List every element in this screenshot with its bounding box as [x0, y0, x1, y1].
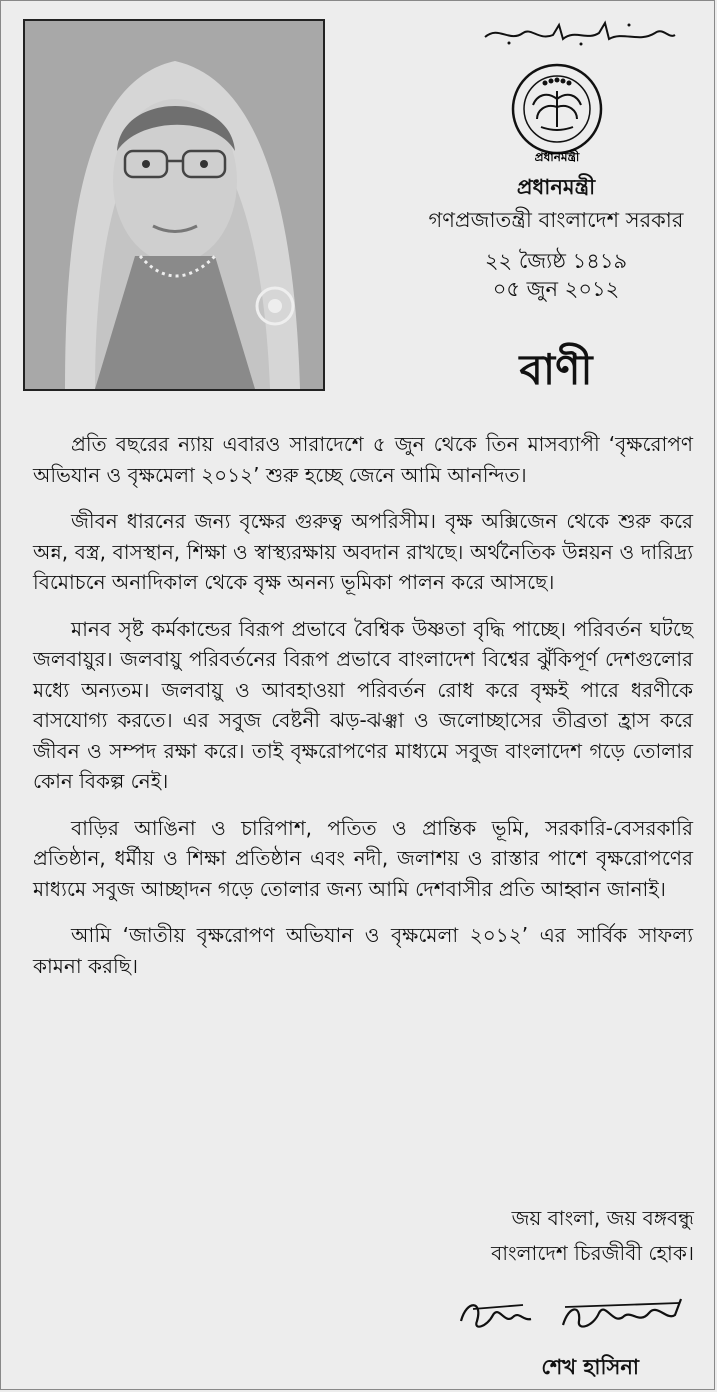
body-paragraph-3: মানব সৃষ্ট কর্মকান্ডের বিরূপ প্রভাবে বৈশ্বিক উষ্ণতা বৃদ্ধি পাচ্ছে। পরিবর্তন ঘটছে জলবায়ুর। জলবায়ু পরিবর্তনের বিরূপ প্রভাবে বাংলাদেশ বিশ্বের ঝুঁকিপূর্ণ দেশগুলোর মধ্যে অন্যতম। জলবায়ু ও আবহাওয়া পরিবর্তন রোধ করে বৃক্ষই পারে ধরণীকে বাসযোগ্য করতে। এর সবুজ বেষ্টনী ঝড়-ঝঞ্ঝা ও জলোচ্ছাসের তীব্রতা হ্রাস করে জীবন ও সম্পদ রক্ষা করে। তাই বৃক্ষরোপণের মাধ্যমে সবুজ বাংলাদেশ গড়ে তোলার কোন বিকল্প নেই। [33, 616, 693, 793]
closing-line-1: জয় বাংলা, জয় বঙ্গবন্ধু [511, 1206, 694, 1230]
bismillah-calligraphy [479, 19, 679, 47]
message-body [33, 429, 693, 997]
message-heading: বাণী [519, 345, 593, 394]
closing-slogans [394, 1201, 694, 1271]
handwritten-signature [453, 1291, 689, 1341]
body-paragraph-4: বাড়ির আঙিনা ও চারিপাশ, পতিত ও প্রান্তিক ভূমি, সরকারি-বেসরকারি প্রতিষ্ঠান, ধর্মীয় ও শিক্ষা প্রতিষ্ঠান এবং নদী, জলাশয় ও রাস্তার পাশে বৃক্ষরোপণের মাধ্যমে সবুজ আচ্ছাদন গড়ে তোলার জন্য আমি দেশবাসীর প্রতি আহ্বান জানাই। [33, 815, 693, 901]
office-title: প্রধানমন্ত্রী [516, 175, 596, 199]
body-paragraph-2: জীবন ধারনের জন্য বৃক্ষের গুরুত্ব অপরিসীম। বৃক্ষ অক্সিজেন থেকে শুরু করে অন্ন, বস্ত্র, বাসস্থান, শিক্ষা ও স্বাস্থ্যরক্ষায় অবদান রাখছে। অর্থনৈতিক উন্নয়ন ও দারিদ্র্য বিমোচনে অনাদিকাল থেকে বৃক্ষ অনন্য ভূমিকা পালন করে আসছে। [33, 509, 693, 594]
date-english: ০৫ জুন ২০১২ [492, 277, 620, 301]
signer-name: শেখ হাসিনা [541, 1355, 639, 1379]
government-name: গণপ্রজাতন্ত্রী বাংলাদেশ সরকার [428, 208, 684, 232]
body-paragraph-5: আমি ‘জাতীয় বৃক্ষরোপণ অভিযান ও বৃক্ষমেলা ২০১২’ এর সার্বিক সাফল্য কামনা করছি। [33, 923, 693, 978]
date-bangla: ২২ জ্যৈষ্ঠ ১৪১৯ [484, 249, 628, 273]
body-paragraph-1: প্রতি বছরের ন্যায় এবারও সারাদেশে ৫ জুন থেকে তিন মাসব্যাপী ‘বৃক্ষরোপণ অভিযান ও বৃক্ষমেলা ২০১২’ শুরু হচ্ছে জেনে আমি আনন্দিত। [33, 432, 693, 487]
seal-caption: প্রধানমন্ত্রী [534, 150, 580, 164]
portrait-photo [23, 19, 325, 391]
closing-line-2: বাংলাদেশ চিরজীবী হোক। [491, 1241, 694, 1265]
portrait-image [25, 21, 323, 389]
government-seal-icon [507, 61, 607, 165]
